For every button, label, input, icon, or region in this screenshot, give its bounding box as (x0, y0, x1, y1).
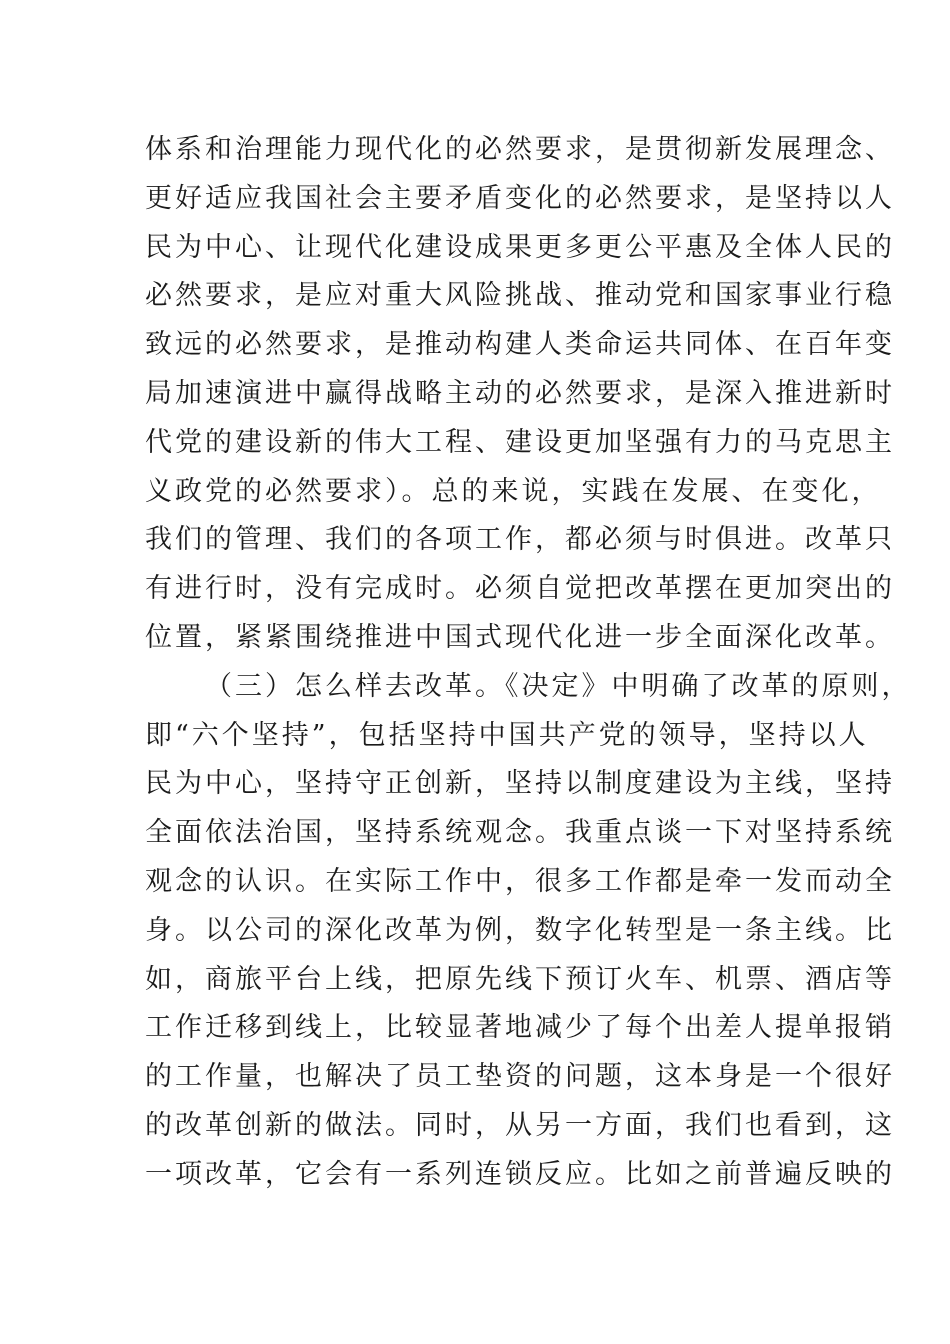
text-line: 有进行时，没有完成时。必须自觉把改革摆在更加突出的 (145, 573, 895, 605)
text-line: 义政党的必然要求）。总的来说，实践在发展、在变化， (145, 475, 882, 507)
text-line: 民为中心、让现代化建设成果更多更公平惠及全体人民的 (145, 231, 895, 263)
text-line: 位置，紧紧围绕推进中国式现代化进一步全面深化改革。 (145, 621, 895, 653)
section-heading-line: （三）怎么样去改革。《决定》中明确了改革的原则， (205, 670, 912, 702)
text-line: 全面依法治国，坚持系统观念。我重点谈一下对坚持系统 (145, 817, 895, 849)
text-line: 代党的建设新的伟大工程、建设更加坚强有力的马克思主 (145, 426, 895, 458)
text-line: 一项改革，它会有一系列连锁反应。比如之前普遍反映的 (145, 1158, 895, 1190)
text-line: 局加速演进中赢得战略主动的必然要求，是深入推进新时 (145, 377, 895, 409)
text-line: 民为中心，坚持守正创新，坚持以制度建设为主线，坚持 (145, 768, 895, 800)
text-line: 我们的管理、我们的各项工作，都必须与时俱进。改革只 (145, 524, 895, 556)
text-line: 即“六个坚持”，包括坚持中国共产党的领导，坚持以人 (145, 719, 869, 751)
text-line: 的工作量，也解决了员工垫资的问题，这本身是一个很好 (145, 1061, 895, 1093)
text-line: 必然要求，是应对重大风险挑战、推动党和国家事业行稳 (145, 280, 895, 312)
text-line: 的改革创新的做法。同时，从另一方面，我们也看到，这 (145, 1109, 895, 1141)
text-line: 工作迁移到线上，比较显著地减少了每个出差人提单报销 (145, 1012, 895, 1044)
text-line: 体系和治理能力现代化的必然要求，是贯彻新发展理念、 (145, 134, 895, 165)
text-line: 观念的认识。在实际工作中，很多工作都是牵一发而动全 (145, 865, 895, 897)
text-line: 如，商旅平台上线，把原先线下预订火车、机票、酒店等 (145, 963, 895, 995)
text-line: 更好适应我国社会主要矛盾变化的必然要求，是坚持以人 (145, 182, 895, 214)
text-line: 身。以公司的深化改革为例，数字化转型是一条主线。比 (145, 914, 895, 946)
body-text (145, 126, 912, 1200)
text-line: 致远的必然要求，是推动构建人类命运共同体、在百年变 (145, 329, 895, 361)
